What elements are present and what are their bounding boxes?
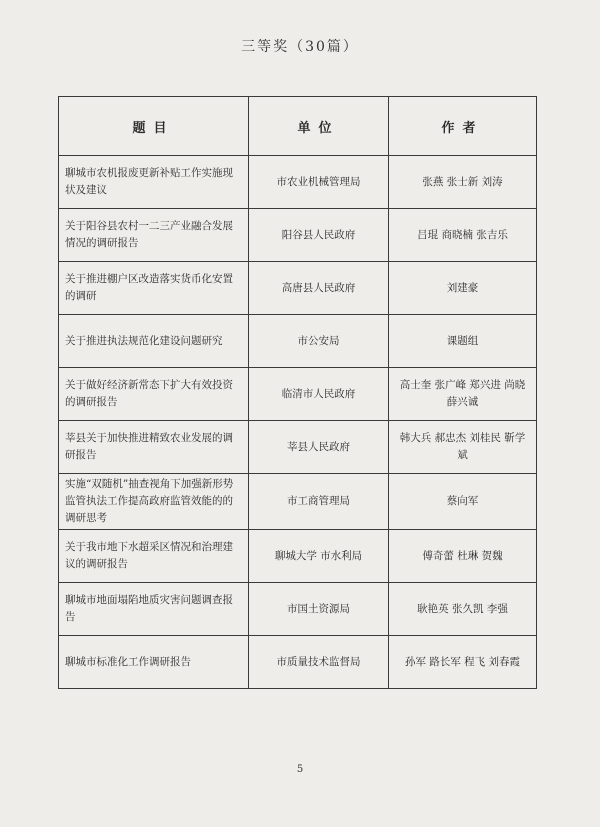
page-title: 三等奖（30篇） xyxy=(241,39,359,55)
cell-title: 莘县关于加快推进精致农业发展的调研报告 xyxy=(59,421,249,474)
header-authors: 作者 xyxy=(389,97,537,156)
table-row xyxy=(59,636,537,689)
cell-unit: 聊城大学 市水利局 xyxy=(249,530,389,583)
cell-title: 关于推进执法规范化建设问题研究 xyxy=(59,315,249,368)
cell-title: 聊城市农机报废更新补贴工作实施现状及建议 xyxy=(59,156,249,209)
cell-unit: 市公安局 xyxy=(249,315,389,368)
cell-title: 关于推进棚户区改造落实货币化安置的调研 xyxy=(59,262,249,315)
table-row xyxy=(59,156,537,209)
award-table xyxy=(58,96,537,689)
cell-unit: 阳谷县人民政府 xyxy=(249,209,389,262)
cell-authors: 吕琨 商晓楠 张吉乐 xyxy=(389,209,537,262)
cell-title: 实施“双随机”抽查视角下加强新形势监管执法工作提高政府监管效能的的调研思考 xyxy=(59,474,249,530)
table-row xyxy=(59,530,537,583)
cell-unit: 莘县人民政府 xyxy=(249,421,389,474)
table-row xyxy=(59,262,537,315)
cell-authors: 韩大兵 郝忠杰 刘桂民 靳学斌 xyxy=(389,421,537,474)
cell-title: 聊城市标准化工作调研报告 xyxy=(59,636,249,689)
header-unit: 单位 xyxy=(249,97,389,156)
cell-title: 关于做好经济新常态下扩大有效投资的调研报告 xyxy=(59,368,249,421)
table-row xyxy=(59,368,537,421)
cell-unit: 市农业机械管理局 xyxy=(249,156,389,209)
header-title: 题目 xyxy=(59,97,249,156)
cell-unit: 临清市人民政府 xyxy=(249,368,389,421)
cell-authors: 课题组 xyxy=(389,315,537,368)
table-row xyxy=(59,315,537,368)
cell-title: 关于阳谷县农村一二三产业融合发展情况的调研报告 xyxy=(59,209,249,262)
table-header-row xyxy=(59,97,537,156)
cell-authors: 张燕 张士新 刘涛 xyxy=(389,156,537,209)
cell-unit: 市国土资源局 xyxy=(249,583,389,636)
cell-unit: 市质量技术监督局 xyxy=(249,636,389,689)
cell-authors: 刘建豪 xyxy=(389,262,537,315)
page-number: 5 xyxy=(296,764,304,775)
cell-title: 聊城市地面塌陷地质灾害问题调查报告 xyxy=(59,583,249,636)
table-row xyxy=(59,474,537,530)
table-row xyxy=(59,209,537,262)
cell-authors: 高士奎 张广峰 郑兴进 尚晓 薛兴诚 xyxy=(389,368,537,421)
cell-authors: 耿艳英 张久凯 李强 xyxy=(389,583,537,636)
cell-authors: 傅奇蕾 杜琳 贺魏 xyxy=(389,530,537,583)
cell-unit: 市工商管理局 xyxy=(249,474,389,530)
cell-unit: 高唐县人民政府 xyxy=(249,262,389,315)
cell-title: 关于我市地下水超采区情况和治理建议的调研报告 xyxy=(59,530,249,583)
cell-authors: 孙军 路长军 程飞 刘春霞 xyxy=(389,636,537,689)
table-row xyxy=(59,583,537,636)
table-row xyxy=(59,421,537,474)
cell-authors: 蔡向军 xyxy=(389,474,537,530)
